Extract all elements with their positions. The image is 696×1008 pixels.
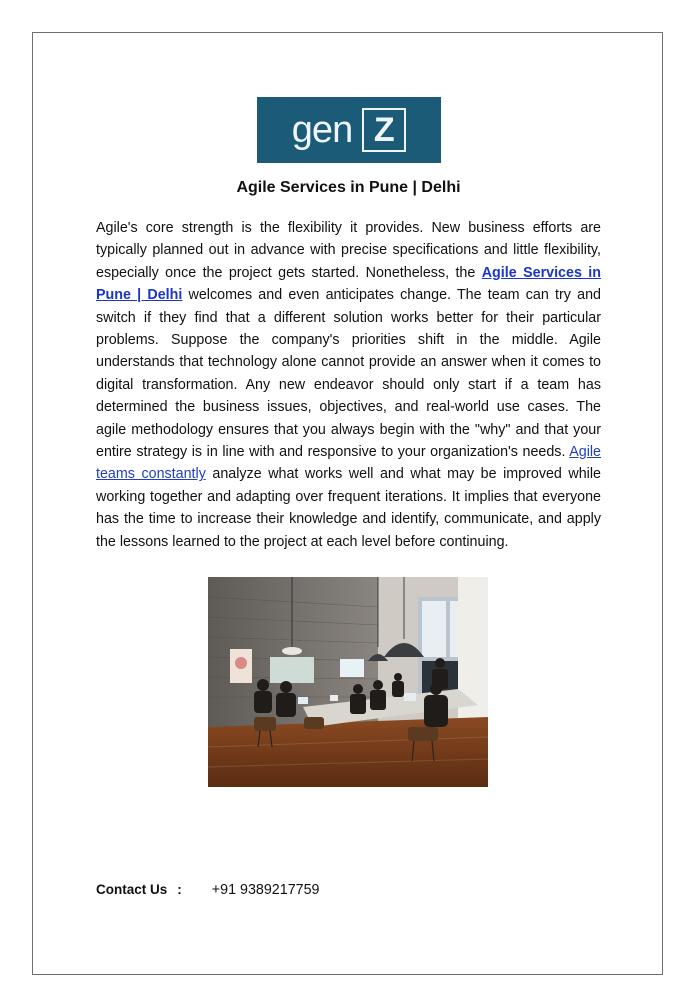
agile-teams-link[interactable]: Agile teams constantly — [96, 444, 601, 483]
paragraph-text-3: analyze what works well and what may be improved while working together and adapting over frequent iterations. It implies that everyone has the time to increase their knowledge and identify, communicate, and apply the lessons learned to the project at each level before continuing. — [96, 466, 601, 550]
contact-phone: +91 9389217759 — [211, 882, 320, 898]
contact-colon: : — [177, 882, 182, 897]
contact-line — [96, 882, 320, 898]
paragraph-text-2: welcomes and even anticipates change. The team can try and switch if they find that a different solution works better for their particular problems. Suppose the company's priorities shift in the middle. Agile understands that technology alone cannot provide an answer when it comes to digital transformation. Any new endeavor should only start if a team has determined the business issues, objectives, and real-world use cases. The agile methodology ensures that you always begin with the "why" and that your entire strategy is in line with and responsive to your organization's needs. — [96, 287, 601, 461]
office-team-photo — [208, 577, 488, 787]
body-paragraph — [96, 217, 601, 553]
contact-label: Contact Us — [96, 882, 168, 897]
document-page — [32, 32, 663, 975]
logo-z-box — [362, 108, 406, 152]
logo-text-z: Z — [373, 111, 395, 149]
logo-text-gen: gen — [291, 109, 353, 151]
genz-logo — [257, 97, 441, 163]
paragraph-text-1: Agile's core strength is the flexibility it provides. New business efforts are typically planned out in advance with precise specifications and little flexibility, especially once the project gets started. Nonetheless, the — [96, 220, 601, 281]
agile-services-link[interactable]: Agile Services in Pune | Delhi — [96, 264, 602, 304]
page-title: Agile Services in Pune | Delhi — [236, 179, 461, 196]
